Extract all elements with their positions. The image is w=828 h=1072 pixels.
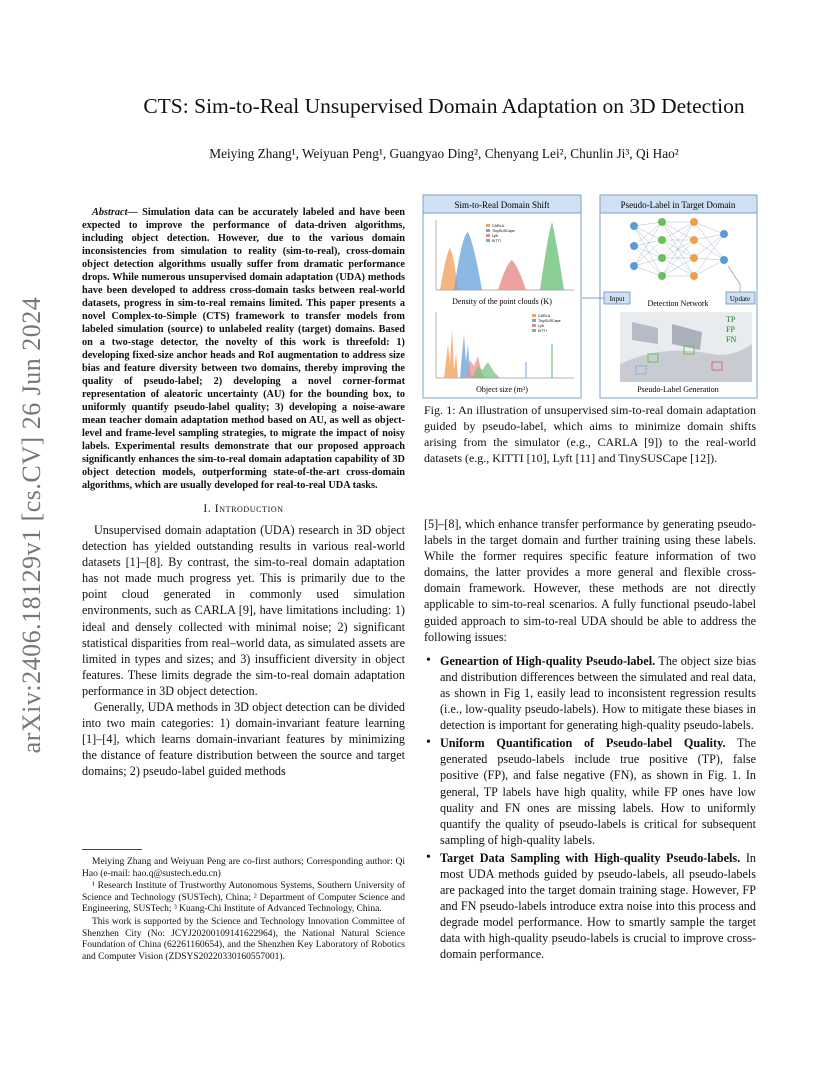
arxiv-id-text: arXiv:2406.18129v1 [cs.CV] 26 Jun 2024 [17,296,46,754]
network-node [630,222,638,230]
issue-item [424,735,756,848]
domain-shift-title: Sim-to-Real Domain Shift [454,200,550,210]
abstract-label: Abstract— [92,207,138,218]
abstract [82,206,405,492]
size-xlabel: Object size (m³) [476,385,528,394]
svg-text:Lyft: Lyft [538,324,544,328]
network-node [690,254,698,262]
issue-title: Target Data Sampling with High-quality Pseudo-labels. [440,850,741,865]
network-node [658,272,666,280]
bullet-icon: • [426,849,431,865]
network-node [690,272,698,280]
svg-text:KITTI: KITTI [538,329,547,333]
network-node [658,218,666,226]
abstract-text: Simulation data can be accurately labeled and have been expected to improve the performance of data-driven algorithms, including object detection. However, due to the various domain inconsistencies from simulation to reality (sim-to-real), cross-domain object detection algorithms usually suffer from dramatic performance drops. While numerous unsupervised domain adaptation (UDA) methods have been developed to address cross-domain tasks between real-world datasets, progress in sim-to-real remains limited. This paper presents a novel Complex-to-Simple (CTS) framework to transfer models from labeled simulation (source) to unlabeled reality (target) domains. Based on a two-stage detector, the novelty of this work is threefold: 1) developing fixed-size anchor heads and RoI augmentation to address size bias and feature diversity between two domains, thereby improving the quality of pseudo-label; 2) developing a novel corner-format representation of aleatoric uncertainty (AU) for the bounding box, to uniformly quantify pseudo-label quality; 3) developing a noise-aware mean teacher domain adaptation method based on AU, as well as object-level and frame-level sampling strategies, to migrate the impact of noisy labels. Experimental results demonstrate that our proposed approach significantly enhances the sim-to-real domain adaptation capability of 3D object detection models, outperforming state-of-the-art cross-domain algorithms, which are usually developed for real-to-real UDA tasks. [82,207,405,491]
right-column [424,516,756,965]
issue-title: Uniform Quantification of Pseudo-label Quality. [440,736,726,751]
pseudo-label-scene [620,312,752,394]
network-node [720,256,728,264]
footnote-3: This work is supported by the Science and Technology Innovation Committee of Shenzhen City (No: JCYJ20200109141622964), the National Natural Science Foundation of China (62261160654), and the Shenzhen Key Laboratory of Robotics and Computer Vision (ZDSYS20220330160557001). [82,916,405,962]
density-xlabel: Density of the point clouds (K) [452,297,552,306]
intro-paragraph-2: Generally, UDA methods in 3D object detection can be divided into two main categories: 1) domain-invariant feature learning [1]–[4], which learns domain-invariant features by minimizing the distance of feature distribution between the source and target domains; 2) pseudo-label guided methods [82,700,405,779]
svg-text:CARLA: CARLA [538,314,550,318]
bullet-icon: • [426,652,431,668]
arxiv-watermark [12,290,52,760]
svg-text:KITTI: KITTI [492,239,501,243]
intro-paragraph-1: Unsupervised domain adaptation (UDA) research in 3D object detection has yielded outstanding results in various real-world datasets [1]–[8]. By contrast, the sim-to-real domain adaptation has not made much progress yet. This is primarily due to the point cloud generated in commonly used simulation environments, such as CARLA [9], have limitations including: 1) ideal and densely collected with minimal noise; 2) significant statistical disparities from real–world data, as simulated assets are limited in types and sizes; and 3) insufficient diversity in object features. These limits degrade the sim-to-real domain adaptation performance in 3D object detection. [82,523,405,698]
svg-text:CARLA: CARLA [492,224,504,228]
pseudo-label-generation-label: Pseudo-Label Generation [637,385,719,394]
paper-title: CTS: Sim-to-Real Unsupervised Domain Adaptation on 3D Detection [143,94,745,118]
issue-text: The object size bias and distribution differences between the simulated and real data, as shown in Fig 1, easily lead to inconsistent regression results (i.e., low-quality pseudo-labels). How to mitigate these biases in detection is important for generating high-quality pseudo-labels. [440,653,757,733]
pseudo-label-title: Pseudo-Label in Target Domain [620,200,736,210]
network-node [630,262,638,270]
svg-text:TinySUSCape: TinySUSCape [492,229,515,233]
right-intro-paragraph: [5]–[8], which enhance transfer performance by generating pseudo-labels in the target domain and further training using these labels. While the former requires specific feature information of two domains, the latter provides a more general and flexible cross-domain framework. However, these methods are not directly applicable to sim-to-real scenarios. A fully functional pseudo-label guided approach to sim-to-real UDA should be able to address the following issues: [424,517,756,644]
footnotes [82,857,405,964]
issue-text: In most UDA methods guided by pseudo-labels, all pseudo-labels are packaged into the target domain training stage. However, FP and FN pseudo-labels introduce extra noise into this process and degrade model performance. How to smartly sample the target data with high-quality pseudo-labels is crucial to improve cross-domain performance. [440,850,756,962]
author-list: Meiying Zhang¹, Weiyuan Peng¹, Guangyao Ding², Chenyang Lei², Chunlin Ji³, Qi Hao² [209,146,679,161]
fp-label: FP [726,325,735,334]
issue-item [424,653,756,733]
network-node [690,218,698,226]
network-node [658,236,666,244]
fn-label: FN [726,335,737,344]
detection-network-label: Detection Network [647,299,709,308]
update-label: Update [729,295,751,303]
figure-1-caption: Fig. 1: An illustration of unsupervised sim-to-real domain adaptation guided by pseudo-label, which aims to minimize domain shifts arising from the simulator (e.g., CARLA [9]) to the real-world datasets (e.g., KITTI [10], Lyft [11] and TinySUSCape [12]). [424,403,756,465]
footnote-1: Meiying Zhang and Weiyuan Peng are co-first authors; Corresponding author: Qi Hao (e-mail: hao.q@sustech.edu.cn) [82,857,405,879]
bullet-icon: • [426,735,431,751]
network-node [690,236,698,244]
input-label: Input [609,295,625,303]
issue-text: The generated pseudo-labels include true positive (TP), false positive (FP), and false negative (FN), as shown in Fig. 1. In general, TP labels have high quality, while FP ones have low quality and FN ones are missing labels. How to uniformly quantify the quality of pseudo-labels is critical for subsequent sampling of high-quality labels. [440,736,756,847]
issue-title: Geneartion of High-quality Pseudo-label. [440,653,656,668]
issue-item [424,850,756,963]
issue-list [424,653,756,963]
section-heading-introduction: I. Introduction [203,503,284,515]
footnote-rule [82,849,142,850]
left-column [82,206,405,780]
network-node [630,242,638,250]
figure-1 [422,194,758,400]
network-node [720,230,728,238]
tp-label: TP [726,315,736,324]
svg-text:TinySUSCape: TinySUSCape [538,319,561,323]
network-node [658,254,666,262]
footnote-2: ¹ Research Institute of Trustworthy Autonomous Systems, Southern University of Science and Technology (SUSTech), China; ² Department of Computer Science and Engineering, SUSTech; ³ Kuang-Chi Institute of Advanced Technology, China. [82,881,405,915]
svg-text:Lyft: Lyft [492,234,498,238]
